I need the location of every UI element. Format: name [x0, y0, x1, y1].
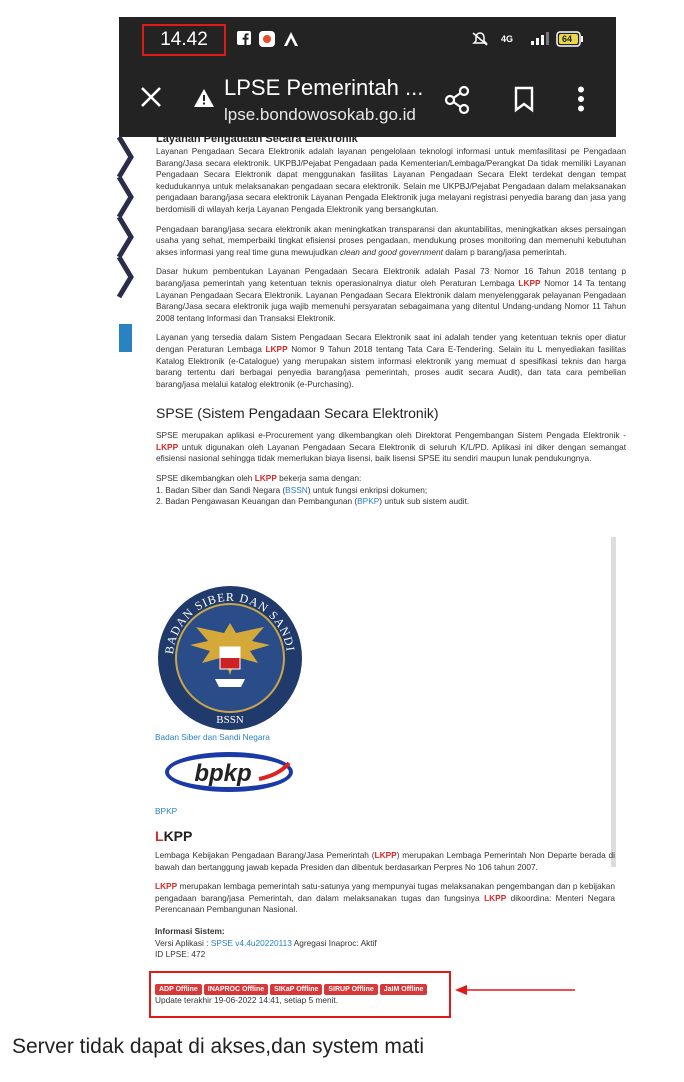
- battery-icon: [556, 31, 584, 47]
- scrollbar[interactable]: [611, 537, 616, 867]
- status-badge[interactable]: INAPROC Offline: [204, 984, 268, 995]
- lkpp-section: [155, 827, 615, 961]
- page-url[interactable]: lpse.bondowosokab.go.id: [224, 105, 416, 124]
- mute-vibrate-icon: [470, 31, 490, 47]
- share-icon[interactable]: [444, 86, 470, 119]
- highlight-box: [149, 971, 451, 1018]
- lpse-id: ID LPSE: 472: [155, 949, 206, 960]
- cut-heading: Layanan Pengadaan Secara Elektronik: [156, 133, 358, 145]
- spse-paragraph-2: SPSE dikembangkan oleh LKPP bekerja sama dengan:: [156, 473, 362, 484]
- status-badge[interactable]: SIRUP Offline: [324, 984, 377, 995]
- sidebar-decoration: [119, 137, 132, 395]
- facebook-icon: [237, 31, 251, 47]
- bssn-caption-link[interactable]: Badan Siber dan Sandi Negara: [155, 732, 270, 742]
- spse-paragraph-1: SPSE merupakan aplikasi e-Procurement yang dikembangkan oleh Direktorat Pengembangan Sistem Pengada Elektronik - LKPP untuk digunakan oleh Layanan Pengadaan Secara Elektronik di seluruh K/L/PD. Aplikasi ini diker dengan semangat efisiensi nasional sehingga tidak memerlukan biaya lisensi, baik lisensi SPSE itu sendiri maupun lunak pendukungnya.: [156, 430, 626, 464]
- signal-icon: [531, 31, 549, 47]
- status-bar: [119, 17, 616, 62]
- status-badge[interactable]: ADP Offline: [155, 984, 202, 995]
- bssn-seal-bottom: BSSN: [216, 714, 244, 726]
- warning-icon[interactable]: [193, 88, 215, 113]
- phone-screenshot: [119, 17, 627, 1032]
- list-item: 1. Badan Siber dan Sandi Negara (BSSN) untuk fungsi enkripsi dokumen;: [156, 484, 428, 495]
- spse-heading: SPSE (Sistem Pengadaan Secara Elektronik): [156, 405, 439, 422]
- status-time: 14.42: [142, 24, 226, 56]
- lkpp-paragraph-2: LKPP merupakan lembaga pemerintah satu-satunya yang mempunyai tugas melaksanakan pengembangan dan p kebijakan pengadaan barang/jasa Pemerintah, dan dalam melaksanakan tugas dan fungsinya LKPP dikoordina: Menteri Negara Perencanaan Pembangunan Nasional.: [155, 881, 615, 915]
- network-4g-icon: [501, 31, 513, 47]
- status-badge[interactable]: JaIM Offline: [380, 984, 428, 995]
- article-content: [156, 133, 627, 508]
- status-badge[interactable]: SIKaP Offline: [270, 984, 322, 995]
- bpkp-caption: [155, 806, 177, 817]
- screenshot-caption: Server tidak dapat di akses,dan system mati: [12, 1035, 425, 1058]
- bpkp-logo-text: bpkp: [194, 760, 252, 787]
- bssn-seal-text: BADAN SIBER DAN SANDI: [162, 589, 298, 655]
- info-title: Informasi Sistem:: [155, 925, 225, 936]
- more-options-icon[interactable]: [577, 86, 585, 117]
- paragraph-2: Pengadaan barang/jasa secara elektronik akan meningkatkan transparansi dan akuntabilitas, meningkatkan akses persaingan usaha yang sehat, memperbaiki tingkat efisiensi proses pengadaan, mendukung proses monitoring dan memenuhi kebutuhan akses informasi yang real time guna mewujudkan clean and good government dalam p barang/jasa pemerintah.: [156, 223, 626, 257]
- app-a-icon: [283, 31, 299, 47]
- lkpp-heading: LKPP: [155, 828, 193, 844]
- battery-level: 64: [562, 34, 573, 44]
- bpkp-caption-link[interactable]: BPKP: [155, 806, 178, 816]
- bpkp-logo[interactable]: [163, 747, 295, 802]
- close-icon[interactable]: [139, 82, 163, 114]
- network-type: 4G: [501, 34, 514, 44]
- page-title: LPSE Pemerintah ...: [224, 75, 424, 100]
- version-line: Versi Aplikasi : SPSE v4.4u20220113 Agregasi Inaproc: Aktif: [155, 937, 377, 948]
- arrow-annotation: [455, 983, 577, 1002]
- bssn-caption: [155, 732, 270, 743]
- bssn-link[interactable]: BSSN: [285, 484, 308, 495]
- bookmark-icon[interactable]: [513, 86, 535, 117]
- bssn-logo[interactable]: [155, 585, 305, 736]
- update-text: Update terakhir 19-06-2022 14:41, setiap 5 menit.: [155, 995, 339, 1005]
- browser-app-bar: [119, 62, 616, 137]
- bpkp-link[interactable]: BPKP: [357, 496, 380, 507]
- side-tab[interactable]: [119, 324, 132, 352]
- lkpp-paragraph-1: Lembaga Kebijakan Pengadaan Barang/Jasa Pemerintah (LKPP) merupakan Lembaga Pemerintah Non Departe berada di bawah dan bertanggung jawab kepada Presiden dan dibentuk berdasarkan Perpres No 106 tahun 2007.: [155, 850, 615, 872]
- paragraph-3: Dasar hukum pembentukan Layanan Pengadaan Secara Elektronik adalah Pasal 73 Nomor 16 Tahun 2018 tentang p barang/jasa pemerintah yang ketentuan teknis operasionalnya diatur oleh Peraturan Lembaga LKPP Nomor 14 Ta tentang Layanan Pengadaan Secara Elektronik. Layanan Pengadaan Secara Elektronik dalam menyelenggarak pelayanan Pengadaan Barang/Jasa secara elektronik juga wajib memenuhi persyaratan sebagaimana yang ditentul Undang-undang Nomor 11 Tahun 2008 tentang Informasi dan Transaksi Elektronik.: [156, 266, 627, 323]
- version-link[interactable]: SPSE v4.4u20220113: [210, 937, 292, 948]
- paragraph-1: Layanan Pengadaan Secara Elektronik adalah layanan pengelolaan teknologi informasi untuk memfasilitasi pe Pengadaan Barang/Jasa secara elektronik. UKPBJ/Pejabat Pengadaan pada Kementerian/Lembaga/Perangkat Da tidak memiliki Layanan Pengadaan Secara Elektronik dapat menggunakan fasilitas Layanan Pengadaan Secara Elekt terdekat dengan tempat kedudukannya untuk melaksanakan pengadaan secara elektronik. Selain me UKPBJ/Pejabat Pengadaan dalam melaksanakan pengadaan barang/jasa secara elektronik Layanan Pengada Elektronik juga melayani registrasi penyedia barang dan jasa yang berdomisili di wilayah kerja Layanan Pengada Elektronik yang bersangkutan.: [156, 146, 626, 214]
- list-item: 2. Badan Pengawasan Keuangan dan Pembangunan (BPKP) untuk sub sistem audit.: [156, 496, 470, 507]
- paragraph-4: Layanan yang tersedia dalam Sistem Pengadaan Secara Elektronik saat ini adalah tender yang ketentuan teknis oper diatur dengan Peraturan Lembaga LKPP Nomor 9 Tahun 2018 tentang Tata Cara E-Tendering. Selain itu L menyediakan fasilitas Katalog Elektronik (e-Catalogue) yang merupakan sistem informasi elektronik yang memuat d spesifikasi teknis dan harga barang tertentu dari berbagai penyedia barang/jasa pemerintah, proses audit secara Audit), dan tata cara pembelian barang/jasa melalui katalog elektronik (e-Purchasing).: [156, 332, 626, 389]
- app-notification-icon: [259, 31, 275, 47]
